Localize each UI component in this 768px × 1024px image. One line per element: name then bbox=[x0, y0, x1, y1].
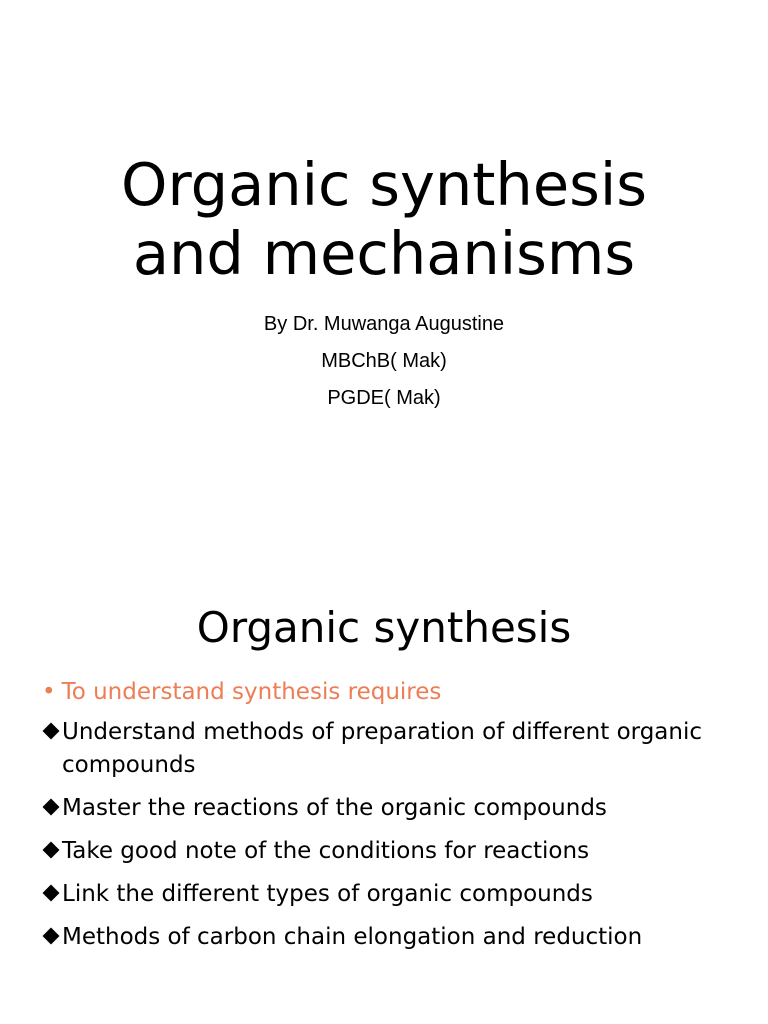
diamond-bullet-icon bbox=[43, 799, 60, 816]
list-item-text: Master the reactions of the organic compounds bbox=[62, 795, 607, 821]
list-item-text: Methods of carbon chain elongation and reduction bbox=[62, 924, 643, 950]
diamond-bullet-icon bbox=[43, 885, 60, 902]
slide-title bbox=[0, 150, 768, 288]
author-block bbox=[0, 306, 768, 417]
list-item-text: Take good note of the conditions for reactions bbox=[62, 838, 590, 864]
title-line-2: and mechanisms bbox=[132, 219, 636, 288]
bullet-dot-icon: • bbox=[42, 679, 56, 705]
content-slide bbox=[0, 512, 768, 1024]
diamond-bullet-icon bbox=[43, 723, 60, 740]
list-item-text: Link the different types of organic compounds bbox=[62, 881, 593, 907]
bullet-list bbox=[42, 716, 742, 954]
author-diploma: PGDE( Mak) bbox=[327, 387, 441, 409]
diamond-bullet-icon bbox=[43, 928, 60, 945]
list-item bbox=[42, 921, 742, 954]
list-item-text: Understand methods of preparation of different organic compounds bbox=[62, 719, 703, 778]
lead-text: To understand synthesis requires bbox=[61, 679, 442, 705]
list-item bbox=[42, 835, 742, 868]
list-item bbox=[42, 792, 742, 825]
slide-body bbox=[42, 674, 742, 964]
author-degree: MBChB( Mak) bbox=[321, 350, 447, 372]
author-name: By Dr. Muwanga Augustine bbox=[263, 313, 505, 335]
lead-bullet bbox=[42, 674, 742, 710]
diamond-bullet-icon bbox=[43, 842, 60, 859]
slide-heading: Organic synthesis bbox=[196, 603, 572, 652]
list-item bbox=[42, 878, 742, 911]
title-line-1: Organic synthesis bbox=[121, 150, 647, 219]
list-item bbox=[42, 716, 742, 782]
